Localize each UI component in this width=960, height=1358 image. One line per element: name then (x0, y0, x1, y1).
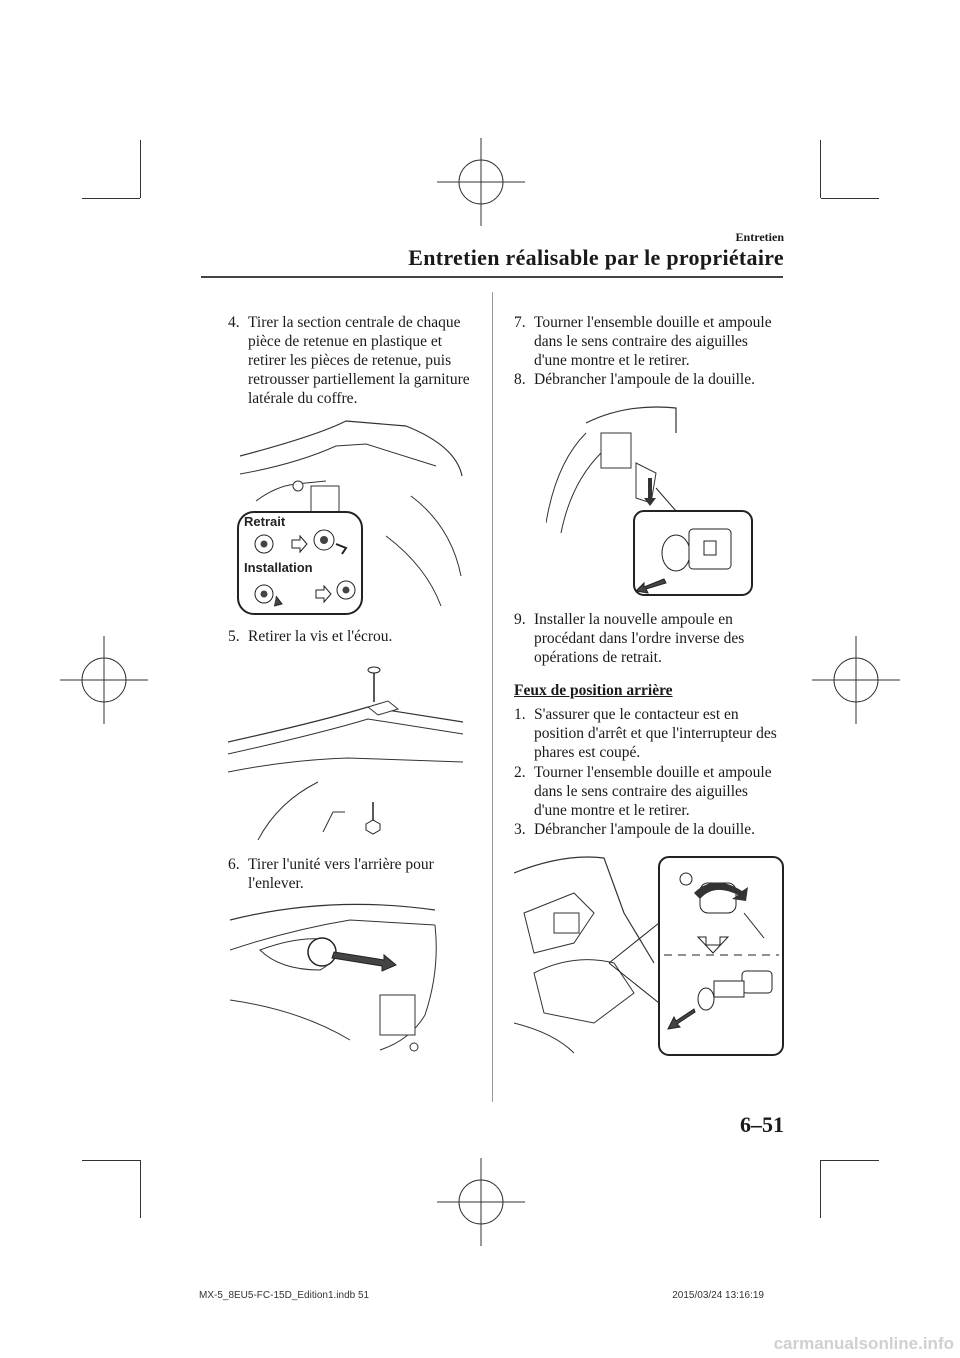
step-text: Tirer l'unité vers l'arrière pour l'enlever. (248, 856, 434, 892)
registration-mark-right (812, 636, 900, 724)
column-divider (492, 292, 493, 1102)
registration-mark-top (437, 138, 525, 226)
step-number: 2. (514, 764, 526, 781)
page-number: 6–51 (740, 1112, 784, 1137)
step-5 (228, 627, 478, 646)
step-text: Débrancher l'ampoule de la douille. (534, 371, 755, 388)
section-heading: Feux de position arrière (514, 682, 673, 699)
step-text: Tirer la section centrale de chaque pièce de retenue en plastique et retirer les pièces de retenue, puis retrousser partiellement la garniture latérale du coffre. (248, 314, 470, 407)
step-text: S'assurer que le contacteur est en position d'arrêt et que l'interrupteur des phares est coupé. (534, 706, 777, 761)
step-7 (514, 313, 784, 370)
step-text: Installer la nouvelle ampoule en procédant dans l'ordre inverse des opérations de retrait. (534, 611, 745, 666)
substep-2 (514, 763, 784, 820)
page-title: Entretien réalisable par le propriétaire (408, 245, 784, 270)
figure-label-removal: Retrait (244, 514, 286, 529)
position-lamp-bulb-illustration (514, 853, 784, 1058)
step-8 (514, 370, 784, 389)
step-4 (228, 313, 478, 408)
watermark: carmanualsonline.info (773, 1334, 954, 1353)
step-text: Débrancher l'ampoule de la douille. (534, 821, 755, 838)
step-number: 7. (514, 314, 526, 331)
step-number: 3. (514, 821, 526, 838)
step-text: Tourner l'ensemble douille et ampoule dans le sens contraire des aiguilles d'une montre et le retirer. (534, 764, 772, 819)
step-6 (228, 855, 488, 893)
step-number: 8. (514, 371, 526, 388)
step-number: 1. (514, 706, 526, 723)
retainer-clip-illustration (236, 416, 466, 616)
step-number: 4. (228, 314, 240, 331)
substep-1 (514, 705, 784, 762)
header-section-label: Entretien (735, 230, 784, 244)
screw-nut-illustration (228, 662, 468, 840)
step-9 (514, 610, 784, 667)
header-rule (201, 276, 783, 278)
bulb-socket-illustration (546, 403, 756, 597)
footer-file-info: MX-5_8EU5-FC-15D_Edition1.indb 51 (199, 1290, 370, 1301)
step-number: 6. (228, 856, 240, 873)
step-text: Tourner l'ensemble douille et ampoule dans le sens contraire des aiguilles d'une montre et le retirer. (534, 314, 772, 369)
step-number: 9. (514, 611, 526, 628)
rear-lamp-removal-illustration (230, 890, 445, 1065)
substep-3 (514, 820, 784, 839)
figure-label-installation: Installation (244, 560, 313, 575)
footer-timestamp: 2015/03/24 13:16:19 (672, 1290, 764, 1301)
registration-mark-bottom (437, 1158, 525, 1246)
step-text: Retirer la vis et l'écrou. (248, 628, 393, 645)
step-number: 5. (228, 628, 240, 645)
registration-mark-left (60, 636, 148, 724)
